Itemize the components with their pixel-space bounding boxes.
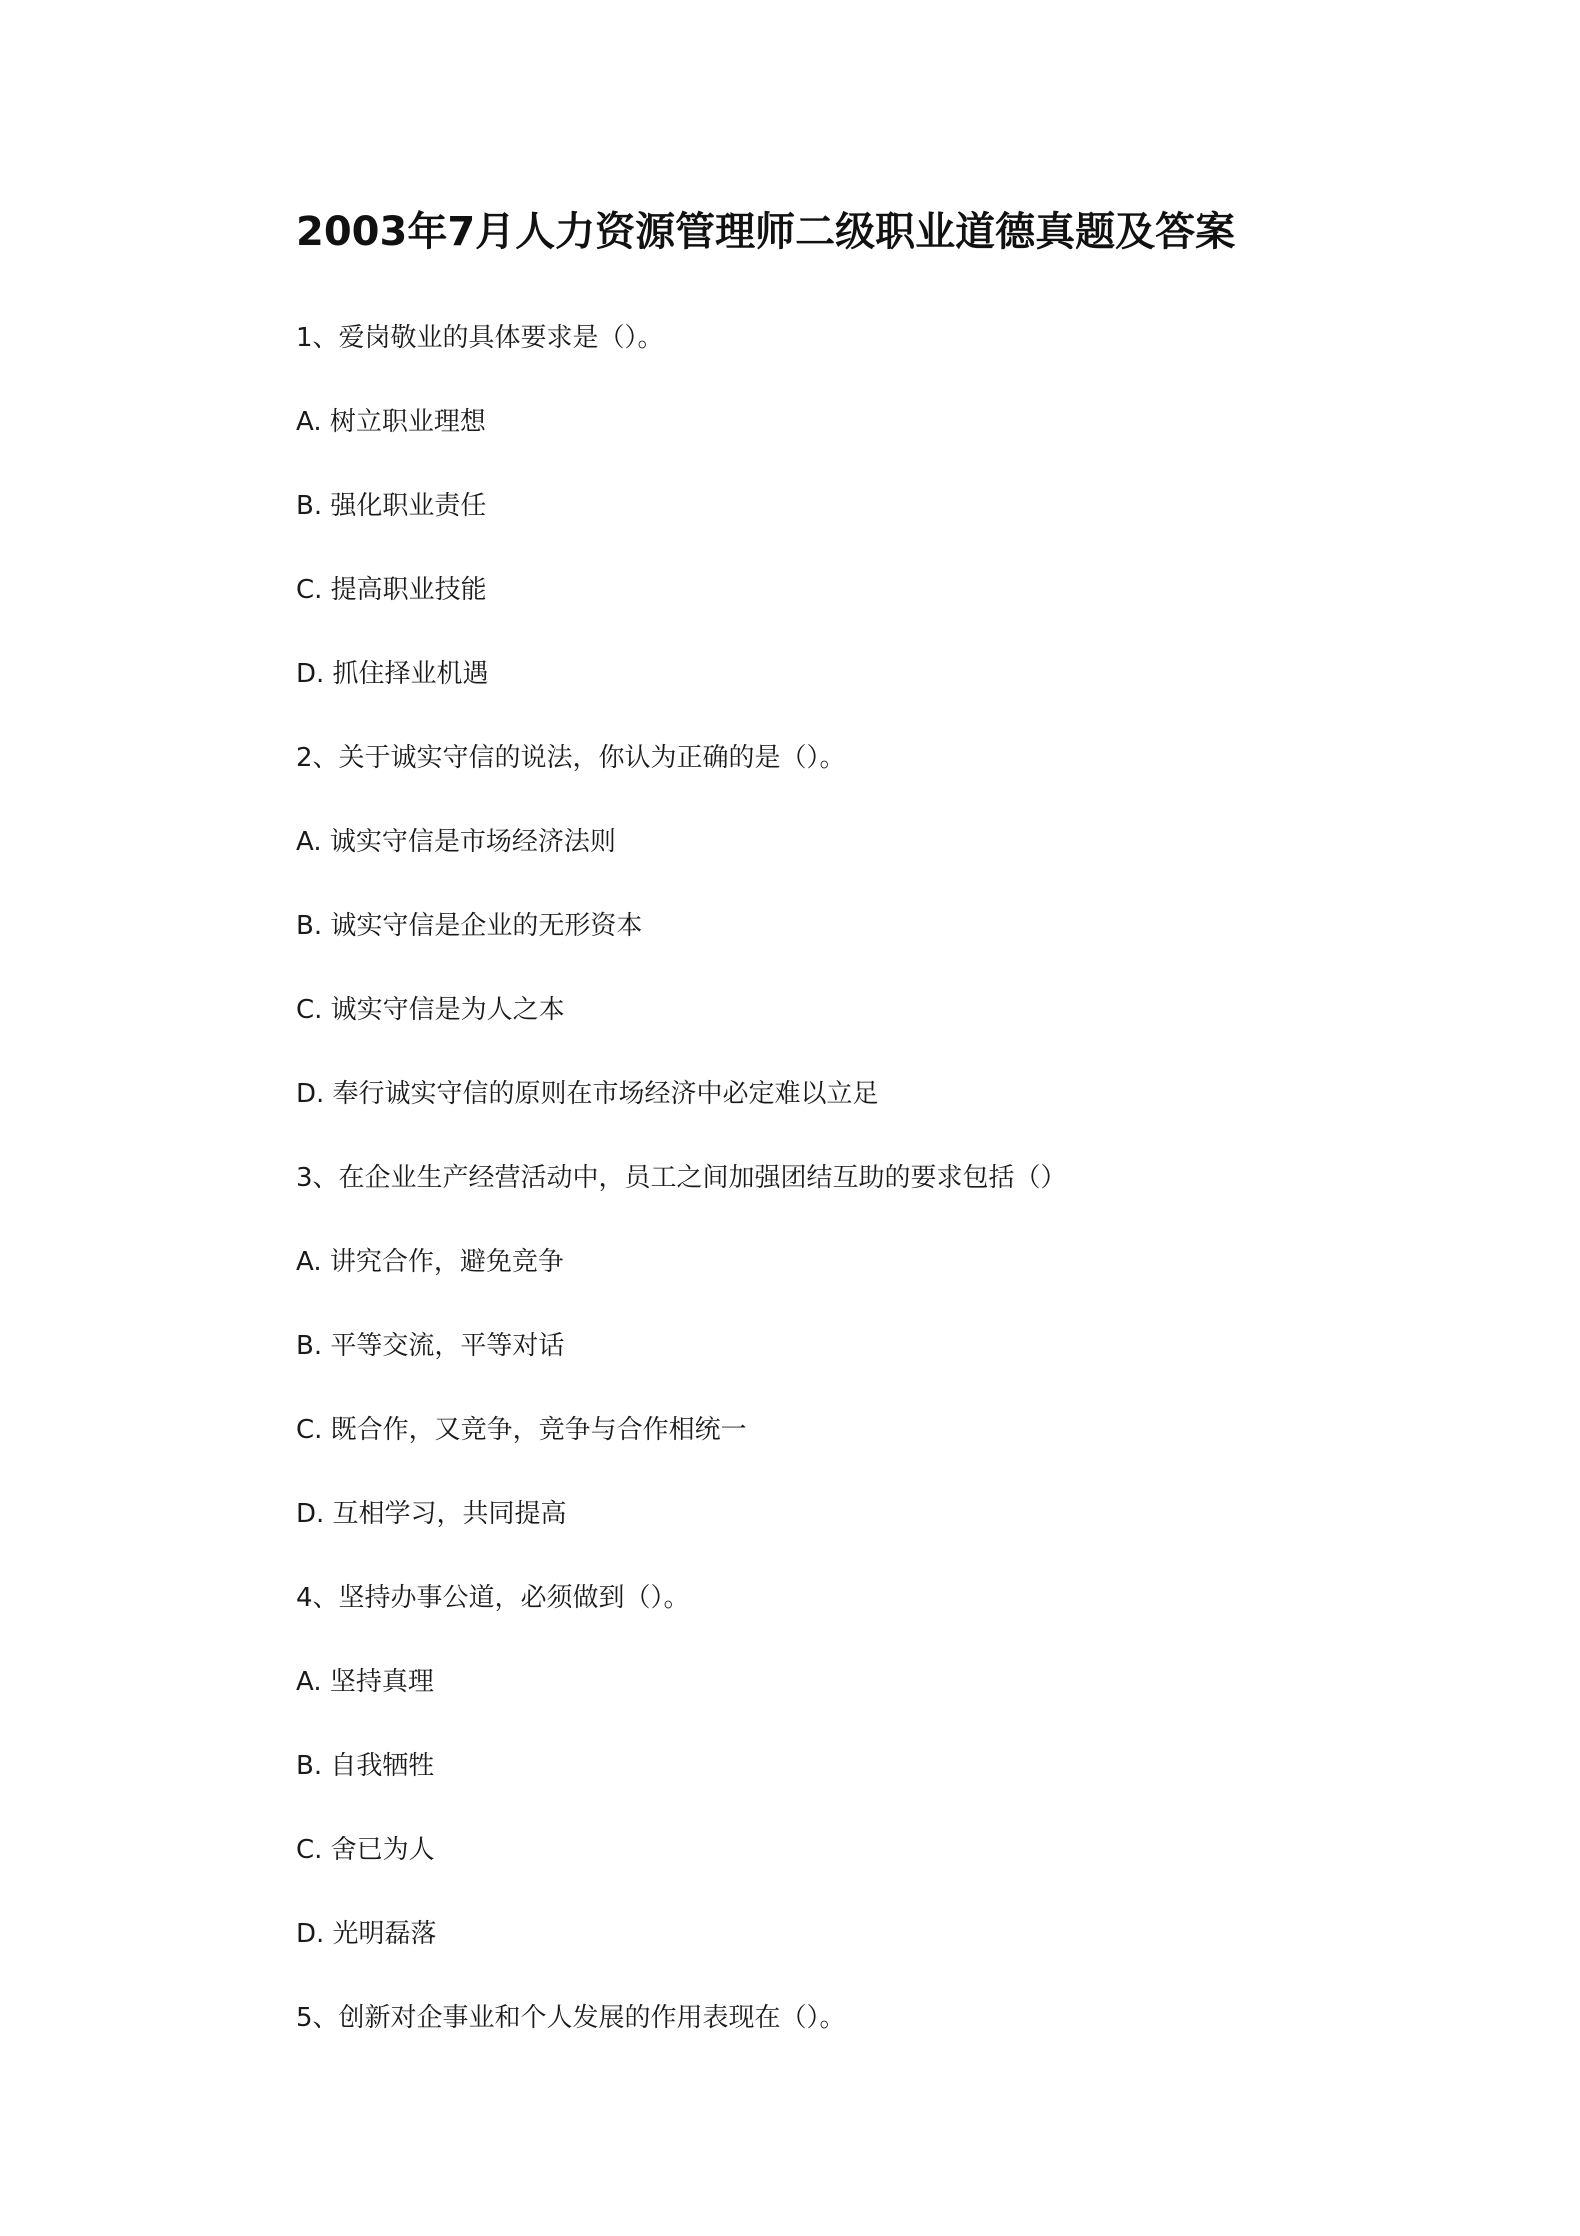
question-list (296, 318, 1396, 2082)
question-1-stem: 1、爱岗敬业的具体要求是（）。 (296, 323, 664, 353)
question-1-option-d: D. 抓住择业机遇 (296, 659, 489, 689)
question-2-stem: 2、关于诚实守信的说法，你认为正确的是（）。 (296, 743, 846, 773)
question-1-option-b: B. 强化职业责任 (296, 491, 487, 521)
question-4-option-d: D. 光明磊落 (296, 1919, 437, 1949)
question-4-option-c: C. 舍已为人 (296, 1835, 435, 1865)
question-3-option-a: A. 讲究合作，避免竞争 (296, 1247, 564, 1277)
question-3-option-c: C. 既合作，又竞争，竞争与合作相统一 (296, 1415, 747, 1445)
document-title: 2003年7月人力资源管理师二级职业道德真题及答案 (296, 209, 1236, 255)
question-2-option-b: B. 诚实守信是企业的无形资本 (296, 911, 643, 941)
question-4-stem: 4、坚持办事公道，必须做到（）。 (296, 1583, 690, 1613)
question-4-option-a: A. 坚持真理 (296, 1667, 434, 1697)
question-4-option-b: B. 自我牺牲 (296, 1751, 435, 1781)
question-3-option-b: B. 平等交流，平等对话 (296, 1331, 565, 1361)
question-2-option-c: C. 诚实守信是为人之本 (296, 995, 565, 1025)
question-1-option-c: C. 提高职业技能 (296, 575, 487, 605)
question-2-option-d: D. 奉行诚实守信的原则在市场经济中必定难以立足 (296, 1079, 879, 1109)
question-1-option-a: A. 树立职业理想 (296, 407, 486, 437)
question-2-option-a: A. 诚实守信是市场经济法则 (296, 827, 616, 857)
question-5-stem: 5、创新对企事业和个人发展的作用表现在（）。 (296, 2003, 846, 2033)
question-3-option-d: D. 互相学习，共同提高 (296, 1499, 567, 1529)
question-3-stem: 3、在企业生产经营活动中，员工之间加强团结互助的要求包括（） (296, 1163, 1067, 1193)
